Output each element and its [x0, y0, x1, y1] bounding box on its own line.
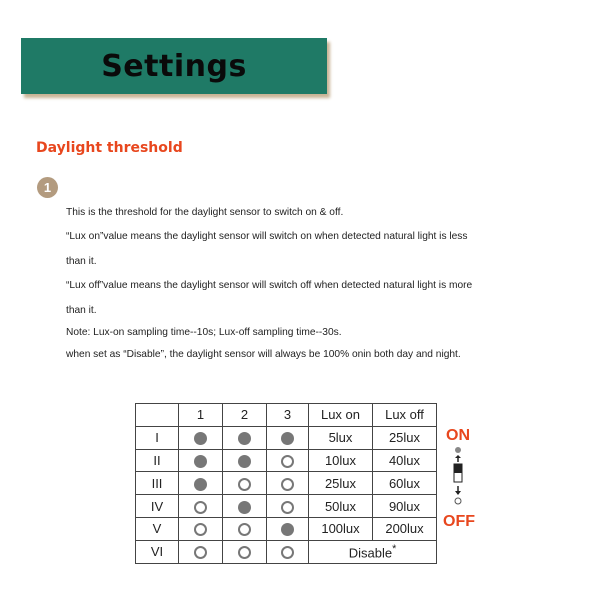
filled-dot-icon	[238, 501, 251, 514]
filled-dot-icon	[194, 455, 207, 468]
paragraph-line: than it.	[66, 305, 97, 316]
column-header	[136, 404, 179, 427]
empty-dot-icon	[194, 546, 207, 559]
switch-cell	[267, 540, 309, 563]
table-row	[136, 495, 437, 518]
empty-dot-icon	[194, 501, 207, 514]
row-label: II	[136, 449, 179, 472]
disable-text: Disable	[348, 545, 393, 561]
asterisk: *	[392, 543, 397, 556]
switch-cell	[267, 449, 309, 472]
threshold-table	[135, 403, 437, 564]
switch-cell	[179, 517, 223, 540]
empty-dot-icon	[238, 546, 251, 559]
switch-cell	[223, 426, 267, 449]
lux-off-value: 90lux	[373, 495, 437, 518]
dip-switch-icon	[452, 446, 466, 508]
table-header-row	[136, 404, 437, 427]
switch-cell	[223, 472, 267, 495]
table-row	[136, 540, 437, 563]
column-header: Lux on	[309, 404, 373, 427]
filled-dot-icon	[194, 432, 207, 445]
switch-cell	[223, 495, 267, 518]
empty-dot-icon	[281, 546, 294, 559]
empty-dot-icon	[238, 523, 251, 536]
filled-dot-icon	[238, 432, 251, 445]
paragraph-line: Note: Lux-on sampling time--10s; Lux-off sampling time--30s.	[66, 327, 342, 338]
switch-cell	[267, 426, 309, 449]
switch-cell	[179, 426, 223, 449]
switch-cell	[223, 517, 267, 540]
lux-on-value: 50lux	[309, 495, 373, 518]
filled-dot-icon	[194, 478, 207, 491]
on-label: ON	[446, 427, 470, 444]
lux-on-value: 100lux	[309, 517, 373, 540]
empty-dot-icon	[194, 523, 207, 536]
filled-dot-icon	[238, 455, 251, 468]
empty-dot-icon	[281, 501, 294, 514]
table-row	[136, 426, 437, 449]
switch-cell	[267, 472, 309, 495]
empty-dot-icon	[281, 478, 294, 491]
lux-off-value: 200lux	[373, 517, 437, 540]
column-header: 3	[267, 404, 309, 427]
row-label: V	[136, 517, 179, 540]
switch-cell	[179, 449, 223, 472]
column-header: 2	[223, 404, 267, 427]
switch-cell	[179, 540, 223, 563]
paragraph-line: when set as “Disable”, the daylight sensor will always be 100% onin both day and night.	[66, 349, 461, 360]
settings-banner	[21, 38, 327, 94]
row-label: VI	[136, 540, 179, 563]
switch-cell	[267, 495, 309, 518]
table-row	[136, 472, 437, 495]
lux-off-value: 25lux	[373, 426, 437, 449]
page-title: Settings	[101, 48, 247, 84]
column-header: Lux off	[373, 404, 437, 427]
column-header: 1	[179, 404, 223, 427]
empty-dot-icon	[238, 478, 251, 491]
lux-off-value: 60lux	[373, 472, 437, 495]
row-label: III	[136, 472, 179, 495]
lux-on-value: 25lux	[309, 472, 373, 495]
row-label: I	[136, 426, 179, 449]
table-row	[136, 449, 437, 472]
lux-on-value: 10lux	[309, 449, 373, 472]
paragraph-line: This is the threshold for the daylight sensor to switch on & off.	[66, 207, 344, 218]
paragraph-line: “Lux on”value means the daylight sensor will switch on when detected natural light is less	[66, 231, 468, 242]
filled-dot-icon	[281, 432, 294, 445]
switch-cell	[267, 517, 309, 540]
off-label: OFF	[443, 513, 475, 530]
lux-off-value: 40lux	[373, 449, 437, 472]
switch-cell	[179, 495, 223, 518]
switch-cell	[179, 472, 223, 495]
switch-cell	[223, 449, 267, 472]
empty-dot-icon	[281, 455, 294, 468]
switch-cell	[223, 540, 267, 563]
filled-dot-icon	[281, 523, 294, 536]
table-row	[136, 517, 437, 540]
disable-cell	[309, 540, 437, 563]
lux-on-value: 5lux	[309, 426, 373, 449]
row-label: IV	[136, 495, 179, 518]
step-badge: 1	[37, 177, 58, 198]
paragraph-line: than it.	[66, 256, 97, 267]
section-title: Daylight threshold	[36, 140, 183, 156]
paragraph-line: “Lux off”value means the daylight sensor will switch off when detected natural light is more	[66, 280, 473, 291]
